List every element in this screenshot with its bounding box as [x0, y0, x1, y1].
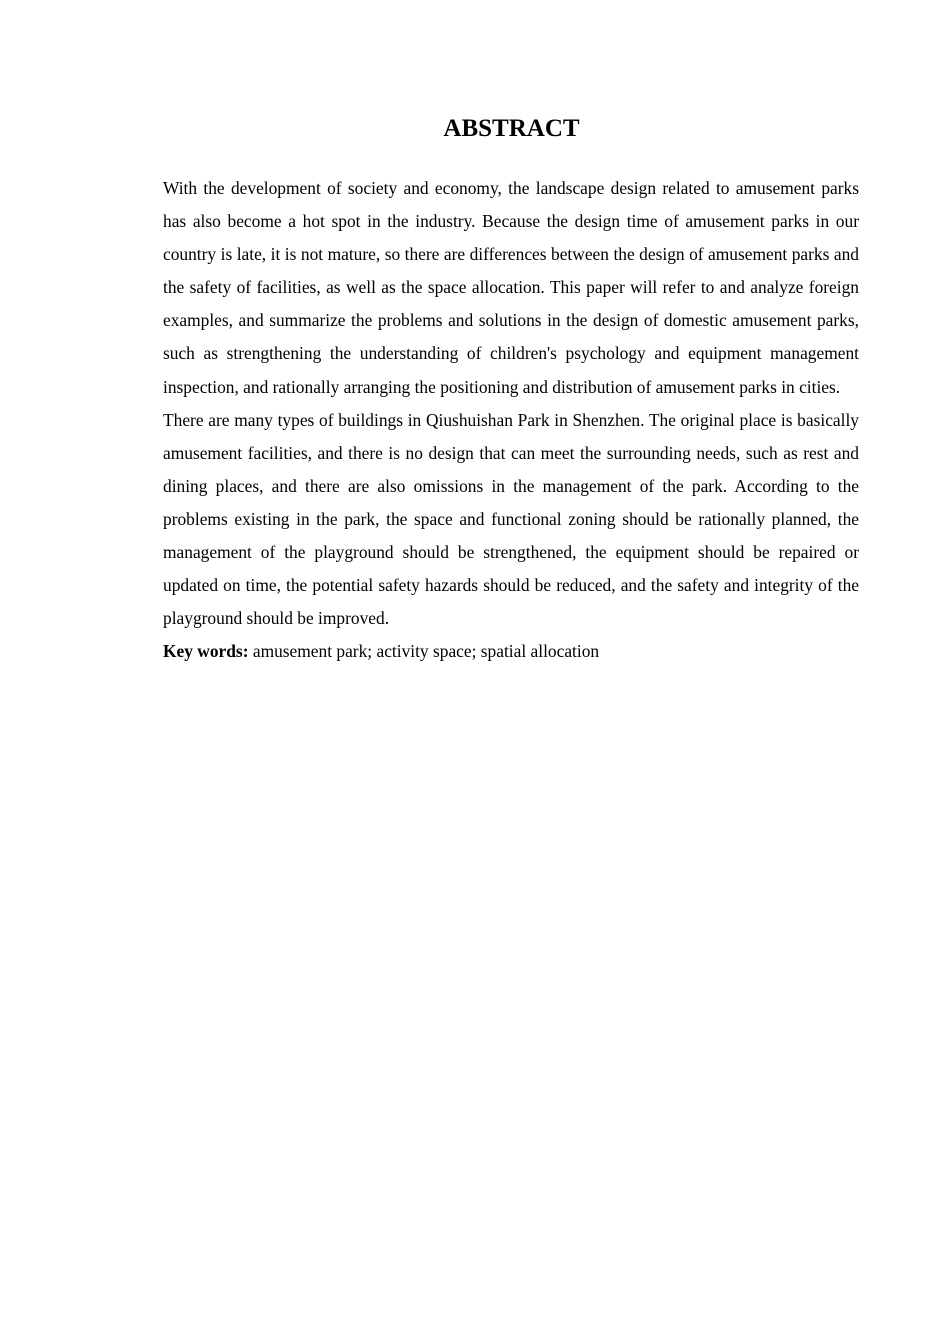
keywords-text: amusement park; activity space; spatial allocation — [248, 641, 600, 662]
page-title: ABSTRACT — [443, 115, 580, 142]
keywords-label: Key words: — [163, 641, 249, 662]
abstract-paragraph-1: With the development of society and economy, the landscape design related to amusement parks has also become a hot spot in the industry. Because the design time of amusement parks in our country is late, it is not mature, so there are differences between the design of amusement parks and the safety of facilities, as well as the space allocation. This paper will refer to and analyze foreign examples, and summarize the problems and solutions in the design of domestic amusement parks, such as strengthening the understanding of children's psychology and equipment management inspection, and rationally arranging the positioning and distribution of amusement parks in cities. — [163, 178, 859, 397]
abstract-page — [163, 112, 859, 668]
keywords-line — [163, 635, 859, 668]
abstract-paragraph-2: There are many types of buildings in Qiushuishan Park in Shenzhen. The original place is basically amusement facilities, and there is no design that can meet the surrounding needs, such as rest and dining places, and there are also omissions in the management of the park. According to the problems existing in the park, the space and functional zoning should be rationally planned, the management of the playground should be strengthened, the equipment should be repaired or updated on time, the potential safety hazards should be reduced, and the safety and integrity of the playground should be improved. — [163, 409, 859, 629]
